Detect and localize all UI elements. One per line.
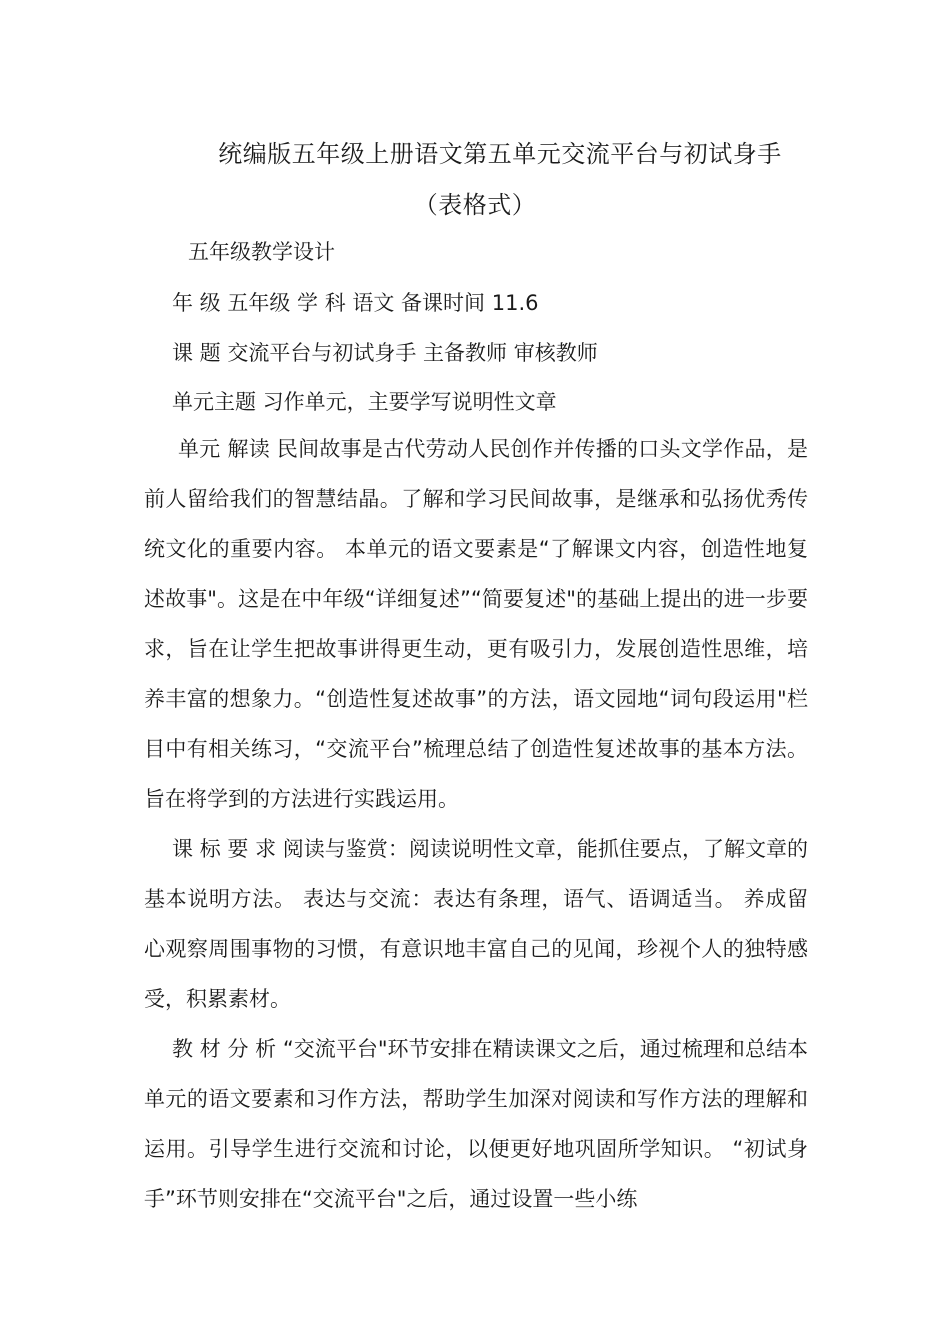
document-subtitle: 五年级教学设计 — [188, 240, 335, 264]
grade-subject-line: 年 级 五年级 学 科 语文 备课时间 11.6 — [172, 291, 539, 315]
unit-theme-line: 单元主题 习作单元，主要学写说明性文章 — [172, 390, 557, 414]
document-title: 统编版五年级上册语文第五单元交流平台与初试身手 — [218, 140, 782, 168]
material-analysis-paragraph: 教 材 分 析 “交流平台"环节安排在精读课文之后，通过梳理和总结本单元的语文要素和习作方法，帮助学生加深对阅读和写作方法的理解和运用。引导学生进行交流和讨论，以便更好地巩固所学知识。 “初试身手”环节则安排在“交流平台"之后，通过设置一些小练 — [144, 1037, 808, 1211]
document-title-suffix: （表格式） — [413, 191, 537, 219]
curriculum-requirements-paragraph: 课 标 要 求 阅读与鉴赏：阅读说明性文章，能抓住要点，了解文章的基本说明方法。 表达与交流：表达有条理，语气、语调适当。 养成留心观察周围事物的习惯，有意识地丰富自己的见闻，珍视个人的独特感受，积累素材。 — [144, 837, 808, 1011]
topic-teacher-line: 课 题 交流平台与初试身手 主备教师 审核教师 — [172, 341, 598, 365]
unit-reading-paragraph: 单元 解读 民间故事是古代劳动人民创作并传播的口头文学作品，是前人留给我们的智慧结晶。了解和学习民间故事，是继承和弘扬优秀传统文化的重要内容。 本单元的语文要素是“了解课文内容，创造性地复述故事"。这是在中年级“详细复述”“简要复述"的基础上提出的进一步要求，旨在让学生把故事讲得更生动，更有吸引力，发展创造性思维，培养丰富的想象力。“创造性复述故事”的方法，语文园地“词句段运用"栏目中有相关练习，“交流平台”梳理总结了创造性复述故事的基本方法。旨在将学到的方法进行实践运用。 — [144, 437, 808, 811]
